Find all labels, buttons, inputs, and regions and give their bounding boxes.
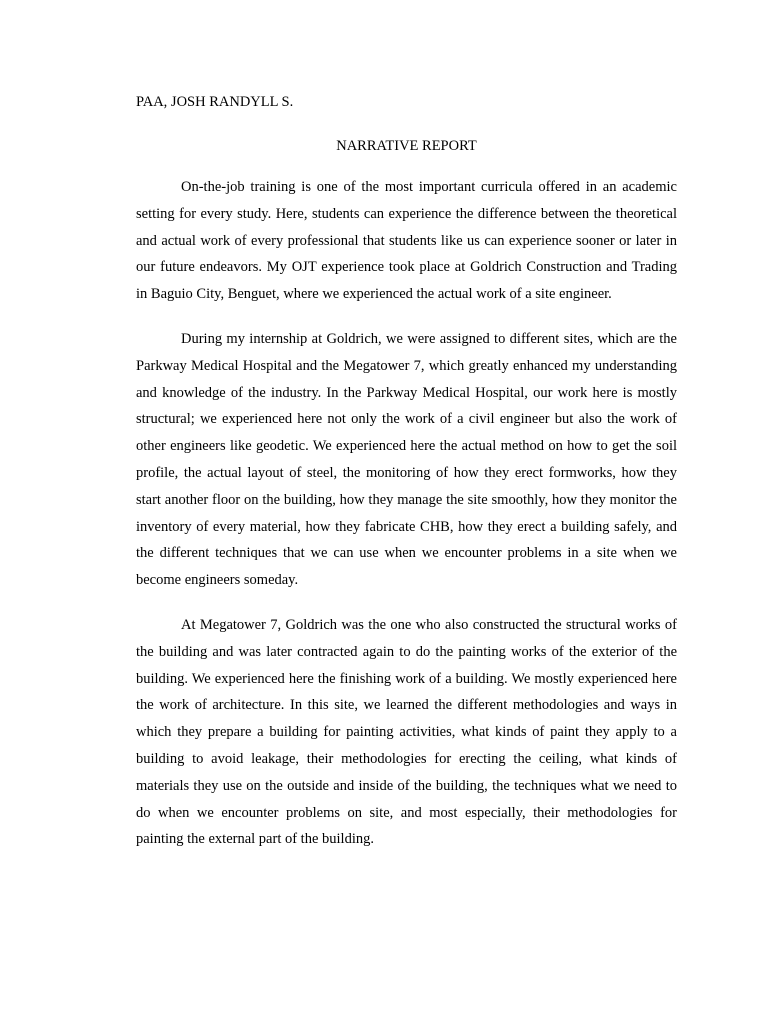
author-name: PAA, JOSH RANDYLL S.	[136, 94, 294, 110]
paragraph-2: During my internship at Goldrich, we were assigned to different sites, which are the Parkway Medical Hospital and the Megatower 7, which greatly enhanced my understanding and knowledge of the industry. In the Parkway Medical Hospital, our work here is mostly structural; we experienced here not only the work of a civil engineer but also the work of other engineers like geodetic. We experienced here the actual method on how to get the soil profile, the actual layout of steel, the monitoring of how they erect formworks, how they start another floor on the building, how they manage the site smoothly, how they monitor the inventory of every material, how they fabricate CHB, how they erect a building safely, and the different techniques that we can use when we encounter problems in a site when we become engineers someday.	[136, 330, 677, 589]
document-body	[136, 92, 677, 853]
report-title: NARRATIVE REPORT	[336, 138, 477, 154]
paragraph-1: On-the-job training is one of the most important curricula offered in an academic setting for every study. Here, students can experience the difference between the theoretical and actual work of every professional that students like us can experience sooner or later in our future endeavors. My OJT experience took place at Goldrich Construction and Trading in Baguio City, Benguet, where we experienced the actual work of a site engineer.	[136, 179, 677, 303]
paragraph-3: At Megatower 7, Goldrich was the one who also constructed the structural works of the building and was later contracted again to do the painting works of the exterior of the building. We experienced here the finishing work of a building. We mostly experienced here the work of architecture. In this site, we learned the different methodologies and ways in which they prepare a building for painting activities, what kinds of paint they apply to a building to avoid leakage, their methodologies for erecting the ceiling, what kinds of materials they use on the outside and inside of the building, the techniques what we need to do when we encounter problems on site, and most especially, their methodologies for painting the external part of the building.	[136, 616, 677, 848]
